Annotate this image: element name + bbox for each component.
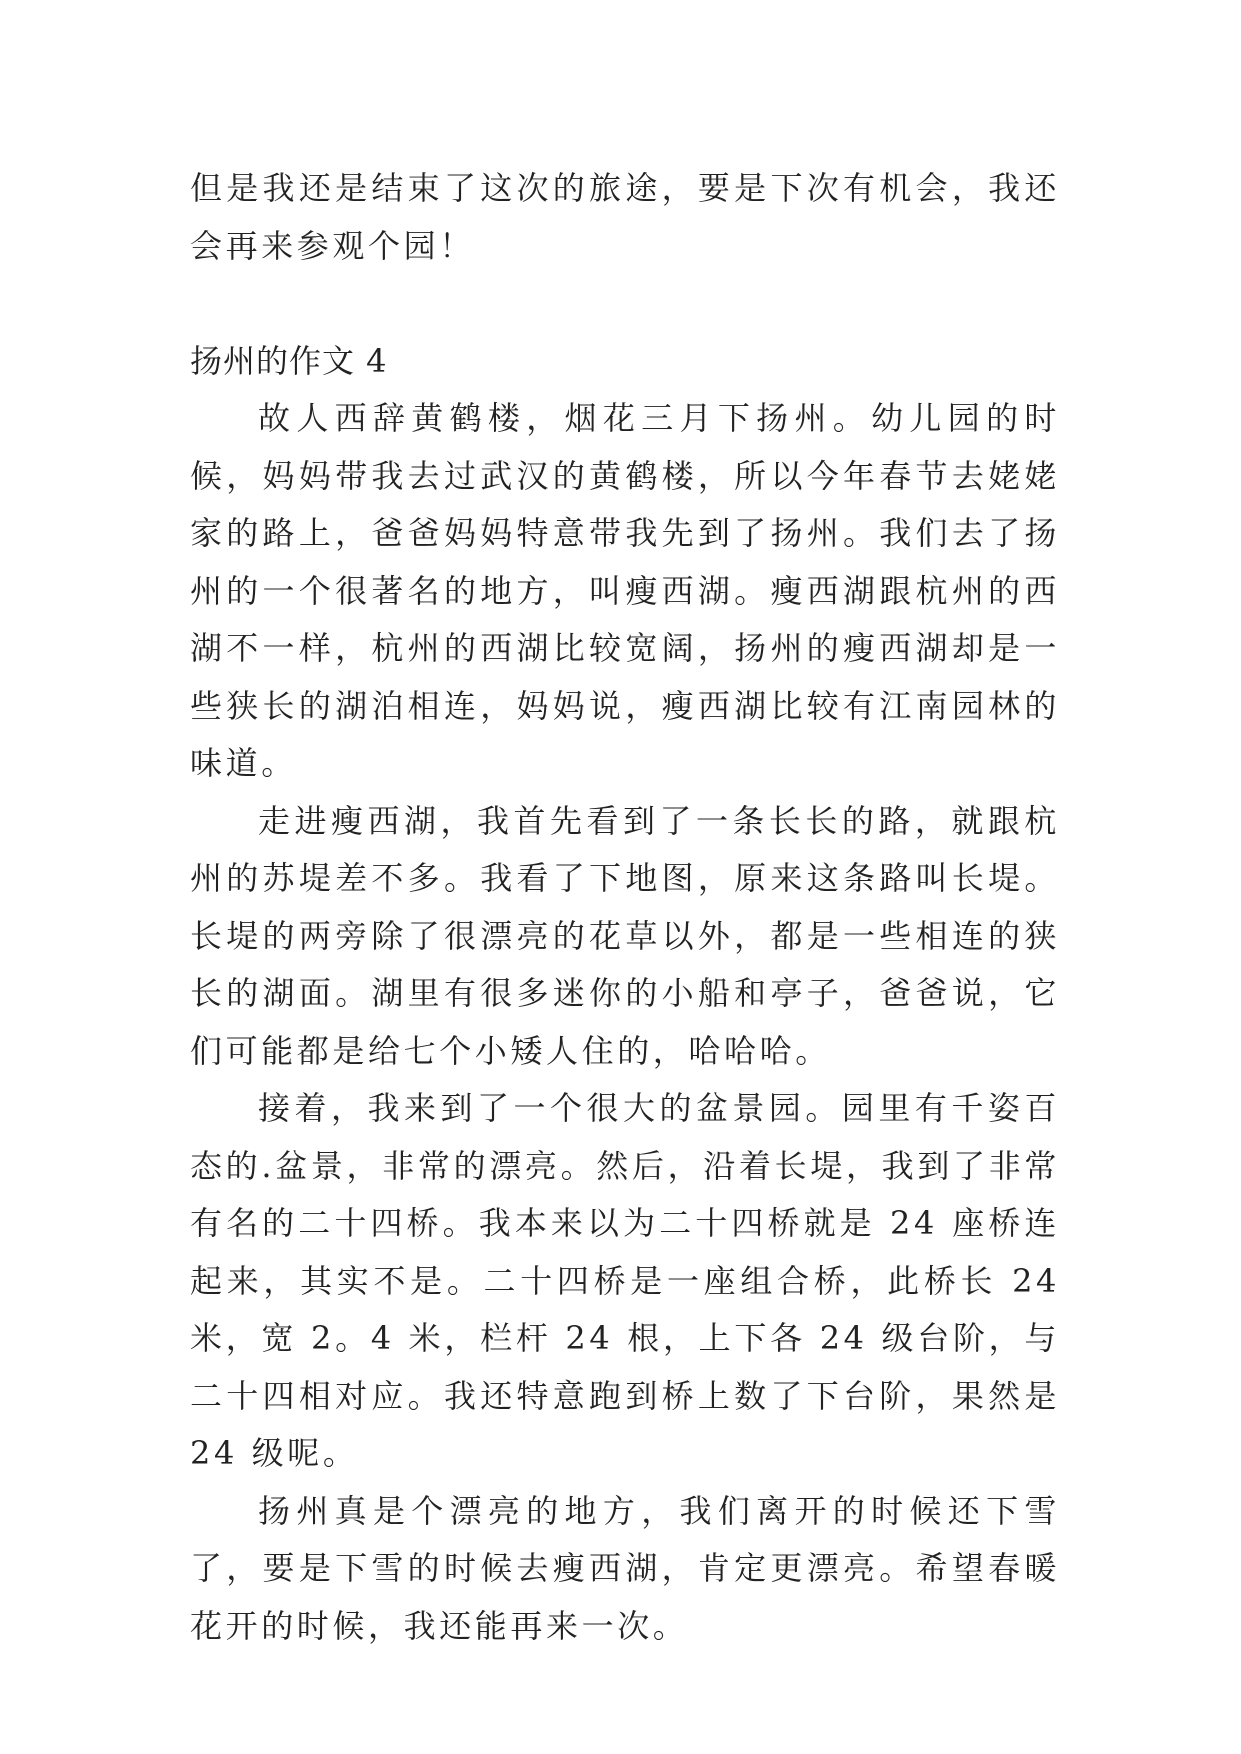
paragraph-spacer	[190, 275, 1060, 333]
paragraph-2: 走进瘦西湖，我首先看到了一条长长的路，就跟杭州的苏堤差不多。我看了下地图，原来这条路叫长堤。长堤的两旁除了很漂亮的花草以外，都是一些相连的狭长的湖面。湖里有很多迷你的小船和亭子，爸爸说，它们可能都是给七个小矮人住的，哈哈哈。	[190, 801, 1060, 1070]
essay-heading: 扬州的作文 4	[190, 341, 388, 380]
intro-paragraph: 但是我还是结束了这次的旅途，要是下次有机会，我还会再来参观个园！	[190, 169, 1060, 265]
paragraph-4: 扬州真是个漂亮的地方，我们离开的时候还下雪了，要是下雪的时候去瘦西湖，肯定更漂亮。希望春暖花开的时候，我还能再来一次。	[190, 1491, 1060, 1645]
paragraph-3: 接着，我来到了一个很大的盆景园。园里有千姿百态的.盆景，非常的漂亮。然后，沿着长堤，我到了非常有名的二十四桥。我本来以为二十四桥就是 24 座桥连起来，其实不是。二十四桥是一座组合桥，此桥长 24 米，宽 2。4 米，栏杆 24 根，上下各 24 级台阶，与二十四相对应。我还特意跑到桥上数了下台阶，果然是 24 级呢。	[190, 1089, 1060, 1472]
document-body	[190, 160, 1060, 1655]
paragraph-1: 故人西辞黄鹤楼，烟花三月下扬州。幼儿园的时候，妈妈带我去过武汉的黄鹤楼，所以今年春节去姥姥家的路上，爸爸妈妈特意带我先到了扬州。我们去了扬州的一个很著名的地方，叫瘦西湖。瘦西湖跟杭州的西湖不一样，杭州的西湖比较宽阔，扬州的瘦西湖却是一些狭长的湖泊相连，妈妈说，瘦西湖比较有江南园林的味道。	[190, 399, 1060, 782]
